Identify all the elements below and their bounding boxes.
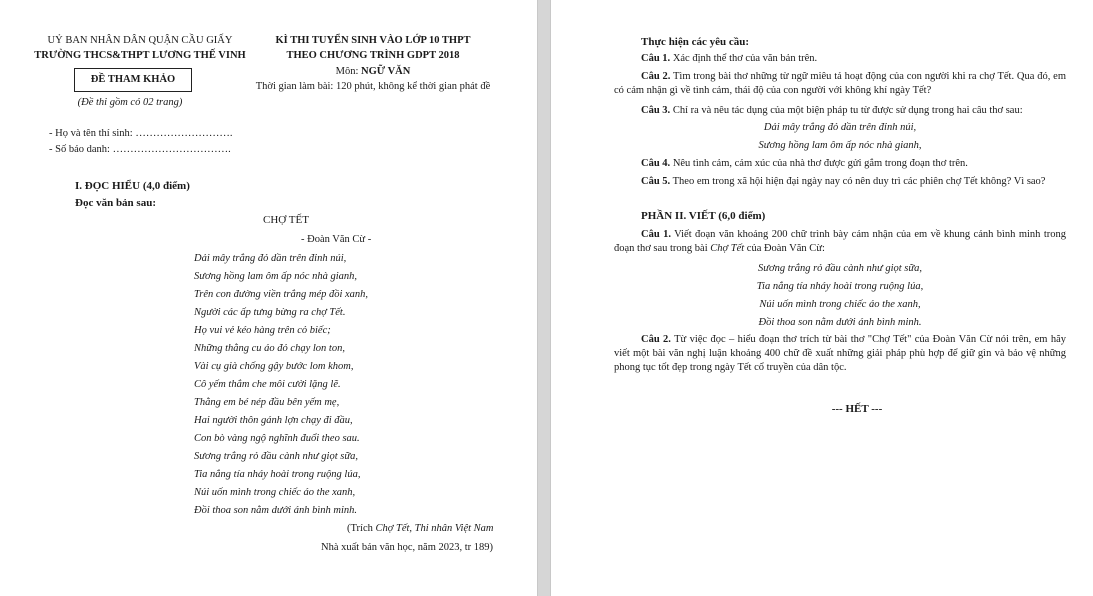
part1-instruction: Đọc văn bản sau: (75, 197, 156, 209)
question-5 (614, 175, 1066, 189)
poem-source-line-1 (347, 523, 494, 535)
question-label: Câu 2. (641, 71, 671, 82)
question-text: Từ việc đọc – hiểu đoạn thơ trích từ bài thơ "Chợ Tết" của Đoàn Văn Cừ nói trên, em hãy viết một bài văn nghị luận khoảng 400 chữ đề xuất những giải pháp phù hợp để giữ gìn và bảo vệ những phong tục tốt đẹp trong ngày Tết cổ truyền của dân tộc. (614, 334, 1066, 373)
part2-heading: PHẦN II. VIẾT (6,0 điểm) (641, 210, 766, 222)
pages-note: (Đề thi gồm có 02 trang) (77, 97, 183, 108)
poem-line: Họ vui vẻ kéo hàng trên cỏ biếc; (194, 325, 331, 336)
question-label: Câu 3. (641, 105, 671, 116)
poem-line: Người các ấp tưng bừng ra chợ Tết. (194, 307, 346, 318)
w1-quote-line: Sương trắng rỏ đầu cành như giọt sữa, (758, 263, 922, 274)
question-label: Câu 4. (641, 158, 671, 169)
w1-quote-line: Tia nắng tía nháy hoài trong ruộng lúa, (756, 281, 924, 292)
poem-author: - Đoàn Văn Cừ - (301, 234, 372, 245)
subject-line (248, 66, 498, 78)
question-label: Câu 5. (641, 176, 671, 187)
question-label: Câu 2. (641, 334, 671, 345)
question-text: Viết đoạn văn khoảng 200 chữ trình bày cảm nhận của em về khung cảnh bình minh trong đoạn thơ sau trong bài (614, 229, 1066, 254)
poem-line: Những thằng cu áo đỏ chạy lon ton, (194, 343, 345, 354)
org-line-2: TRƯỜNG THCS&THPT LƯƠNG THẾ VINH (34, 50, 246, 61)
candidate-id-line: - Số báo danh: ……………………………. (49, 144, 231, 155)
writing-question-2 (614, 333, 1066, 375)
candidate-name-line: - Họ và tên thí sinh: ………………………. (49, 128, 233, 139)
question-1 (614, 52, 1066, 66)
w1-quote-line: Núi uốn mình trong chiếc áo the xanh, (759, 299, 921, 310)
poem-line: Vài cụ già chống gậy bước lom khom, (194, 361, 354, 372)
source-title: Chợ Tết, Thi nhân Việt Nam (375, 523, 494, 534)
reference-exam-badge: ĐỀ THAM KHẢO (74, 68, 192, 92)
poem-line: Tia nắng tía nháy hoài trong ruộng lúa, (194, 469, 361, 480)
poem-source-line-2: Nhà xuất bản văn học, năm 2023, tr 189) (321, 542, 494, 553)
poem-line: Thằng em bé nép đầu bên yếm mẹ, (194, 397, 340, 408)
question-text: Theo em trong xã hội hiện đại ngày nay có nên duy trì các phiên chợ Tết không? Vì sao? (670, 176, 1046, 187)
question-2 (614, 70, 1066, 98)
requirements-heading: Thực hiện các yêu cầu: (641, 36, 750, 48)
q3-quote-line: Dải mây trắng đỏ dần trên đỉnh núi, (763, 122, 917, 133)
question-text: Nêu tình cảm, cảm xúc của nhà thơ được gửi gắm trong đoạn thơ trên. (670, 158, 968, 169)
exam-title-1: KÌ THI TUYỂN SINH VÀO LỚP 10 THPT (275, 35, 471, 46)
poem-title-ref: Chợ Tết (710, 243, 745, 254)
question-3 (614, 104, 1066, 118)
poem-line: Trên con đường viền trắng mép đồi xanh, (194, 289, 369, 300)
subject-value: NGỮ VĂN (361, 66, 411, 77)
question-text: Chỉ ra và nêu tác dụng của một biện pháp tu từ được sử dụng trong hai câu thơ sau: (670, 105, 1023, 116)
poem-line: Cô yếm thắm che môi cười lặng lẽ. (194, 379, 341, 390)
poem-line: Dải mây trắng đỏ dần trên đỉnh núi, (194, 253, 347, 264)
poem-line: Sương hồng lam ôm ấp nóc nhà gianh, (194, 271, 357, 282)
exam-title-2: THEO CHƯƠNG TRÌNH GDPT 2018 (286, 50, 460, 61)
poem-line: Sương trắng rỏ đầu cành như giọt sữa, (194, 451, 358, 462)
subject-label: Môn: (335, 66, 362, 77)
page-gutter (537, 0, 551, 596)
question-label: Câu 1. (641, 229, 671, 240)
question-text-tail: của Đoàn Văn Cừ: (744, 243, 825, 254)
poem-title: CHỢ TẾT (263, 214, 309, 226)
time-note: Thời gian làm bài: 120 phút, không kể thời gian phát đề (255, 81, 491, 92)
q3-quote-line: Sương hồng lam ôm ấp nóc nhà gianh, (758, 140, 922, 151)
question-text: Xác định thể thơ của văn bản trên. (670, 53, 818, 64)
w1-quote-line: Đồi thoa son nằm dưới ánh bình minh. (758, 317, 922, 328)
poem-line: Đồi thoa son nằm dưới ánh bình minh. (194, 505, 358, 516)
question-4 (614, 157, 1066, 171)
part1-heading: I. ĐỌC HIỂU (4,0 điểm) (75, 180, 190, 192)
question-text: Tìm trong bài thơ những từ ngữ miêu tả hoạt động của con người khi ra chợ Tết. Qua đó, em có cảm nhận gì về tình cảm, thái độ của con người với không khí ngày Tết? (614, 71, 1066, 96)
end-marker: --- HẾT --- (831, 403, 883, 415)
poem-line: Hai người thôn gánh lợn chạy đi đầu, (194, 415, 353, 426)
org-line-1: UỶ BAN NHÂN DÂN QUẬN CẦU GIẤY (47, 35, 233, 46)
source-prefix: (Trích (347, 523, 376, 534)
poem-line: Con bò vàng ngộ nghĩnh đuổi theo sau. (194, 433, 360, 444)
writing-question-1 (614, 228, 1066, 256)
poem-line: Núi uốn mình trong chiếc áo the xanh, (194, 487, 356, 498)
question-label: Câu 1. (641, 53, 671, 64)
